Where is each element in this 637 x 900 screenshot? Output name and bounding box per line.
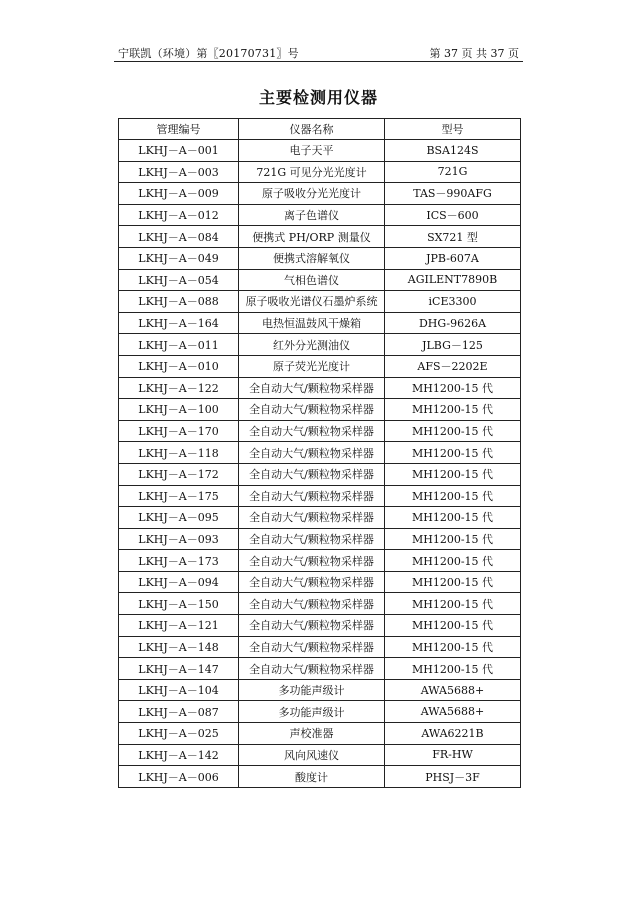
cell-management-id: LKHJ－A－087: [119, 701, 239, 723]
cell-model: PHSJ－3F: [385, 766, 521, 788]
cell-management-id: LKHJ－A－122: [119, 377, 239, 399]
cell-model: AWA5688+: [385, 679, 521, 701]
cell-instrument-name: 721G 可见分光光度计: [239, 161, 385, 183]
cell-model: MH1200-15 代: [385, 399, 521, 421]
table-row: [119, 399, 521, 421]
cell-management-id: LKHJ－A－170: [119, 420, 239, 442]
cell-instrument-name: 全自动大气/颗粒物采样器: [239, 442, 385, 464]
cell-instrument-name: 全自动大气/颗粒物采样器: [239, 507, 385, 529]
cell-instrument-name: 红外分光测油仪: [239, 334, 385, 356]
cell-model: ICS－600: [385, 204, 521, 226]
cell-instrument-name: 全自动大气/颗粒物采样器: [239, 615, 385, 637]
table-row: [119, 291, 521, 313]
cell-management-id: LKHJ－A－164: [119, 312, 239, 334]
cell-instrument-name: 全自动大气/颗粒物采样器: [239, 463, 385, 485]
cell-model: DHG-9626A: [385, 312, 521, 334]
cell-management-id: LKHJ－A－003: [119, 161, 239, 183]
table-row: [119, 161, 521, 183]
cell-management-id: LKHJ－A－173: [119, 550, 239, 572]
cell-model: MH1200-15 代: [385, 658, 521, 680]
table-row: [119, 247, 521, 269]
table-row: [119, 507, 521, 529]
cell-instrument-name: 离子色谱仪: [239, 204, 385, 226]
cell-instrument-name: 原子荧光光度计: [239, 355, 385, 377]
cell-model: MH1200-15 代: [385, 463, 521, 485]
cell-instrument-name: 全自动大气/颗粒物采样器: [239, 636, 385, 658]
table-row: [119, 377, 521, 399]
table-row: [119, 658, 521, 680]
cell-instrument-name: 全自动大气/颗粒物采样器: [239, 420, 385, 442]
cell-management-id: LKHJ－A－084: [119, 226, 239, 248]
document-reference: 宁联凯（环境）第〖20170731〗号: [118, 47, 299, 60]
cell-instrument-name: 声校准器: [239, 723, 385, 745]
column-header-model: 型号: [385, 119, 521, 140]
cell-model: MH1200-15 代: [385, 507, 521, 529]
table-header-row: [119, 119, 521, 140]
table-row: [119, 269, 521, 291]
cell-instrument-name: 全自动大气/颗粒物采样器: [239, 658, 385, 680]
cell-model: MH1200-15 代: [385, 571, 521, 593]
cell-model: MH1200-15 代: [385, 377, 521, 399]
table-row: [119, 636, 521, 658]
cell-instrument-name: 气相色谱仪: [239, 269, 385, 291]
cell-model: AGILENT7890B: [385, 269, 521, 291]
cell-instrument-name: 原子吸收光谱仪石墨炉系统: [239, 291, 385, 313]
cell-model: MH1200-15 代: [385, 636, 521, 658]
cell-model: MH1200-15 代: [385, 528, 521, 550]
table-row: [119, 204, 521, 226]
cell-management-id: LKHJ－A－147: [119, 658, 239, 680]
cell-instrument-name: 多功能声级计: [239, 679, 385, 701]
cell-management-id: LKHJ－A－012: [119, 204, 239, 226]
cell-management-id: LKHJ－A－172: [119, 463, 239, 485]
cell-model: iCE3300: [385, 291, 521, 313]
cell-model: MH1200-15 代: [385, 550, 521, 572]
cell-instrument-name: 便携式溶解氧仪: [239, 247, 385, 269]
cell-management-id: LKHJ－A－001: [119, 140, 239, 162]
cell-instrument-name: 全自动大气/颗粒物采样器: [239, 550, 385, 572]
cell-model: MH1200-15 代: [385, 485, 521, 507]
table-row: [119, 183, 521, 205]
cell-management-id: LKHJ－A－148: [119, 636, 239, 658]
table-row: [119, 442, 521, 464]
table-row: [119, 355, 521, 377]
table-body: [119, 140, 521, 788]
header-divider: [114, 61, 523, 62]
cell-management-id: LKHJ－A－100: [119, 399, 239, 421]
table-row: [119, 420, 521, 442]
page-number: 第 37 页 共 37 页: [429, 47, 519, 60]
cell-model: BSA124S: [385, 140, 521, 162]
cell-instrument-name: 多功能声级计: [239, 701, 385, 723]
cell-instrument-name: 原子吸收分光光度计: [239, 183, 385, 205]
cell-model: 721G: [385, 161, 521, 183]
cell-model: MH1200-15 代: [385, 593, 521, 615]
cell-management-id: LKHJ－A－025: [119, 723, 239, 745]
table-row: [119, 334, 521, 356]
table-row: [119, 615, 521, 637]
cell-instrument-name: 全自动大气/颗粒物采样器: [239, 399, 385, 421]
cell-management-id: LKHJ－A－006: [119, 766, 239, 788]
column-header-management-id: 管理编号: [119, 119, 239, 140]
cell-model: MH1200-15 代: [385, 420, 521, 442]
cell-model: MH1200-15 代: [385, 615, 521, 637]
cell-instrument-name: 电热恒温鼓风干燥箱: [239, 312, 385, 334]
page-title: 主要检测用仪器: [258, 88, 378, 107]
table-row: [119, 226, 521, 248]
cell-management-id: LKHJ－A－121: [119, 615, 239, 637]
cell-instrument-name: 酸度计: [239, 766, 385, 788]
instrument-table: [118, 118, 521, 788]
cell-management-id: LKHJ－A－011: [119, 334, 239, 356]
cell-management-id: LKHJ－A－104: [119, 679, 239, 701]
cell-instrument-name: 全自动大气/颗粒物采样器: [239, 377, 385, 399]
table-row: [119, 679, 521, 701]
table-row: [119, 766, 521, 788]
table-row: [119, 744, 521, 766]
cell-instrument-name: 全自动大气/颗粒物采样器: [239, 485, 385, 507]
cell-management-id: LKHJ－A－150: [119, 593, 239, 615]
cell-instrument-name: 风向风速仪: [239, 744, 385, 766]
table-row: [119, 463, 521, 485]
cell-management-id: LKHJ－A－094: [119, 571, 239, 593]
cell-management-id: LKHJ－A－010: [119, 355, 239, 377]
cell-management-id: LKHJ－A－175: [119, 485, 239, 507]
cell-instrument-name: 全自动大气/颗粒物采样器: [239, 593, 385, 615]
cell-management-id: LKHJ－A－054: [119, 269, 239, 291]
cell-instrument-name: 电子天平: [239, 140, 385, 162]
cell-model: AFS－2202E: [385, 355, 521, 377]
cell-management-id: LKHJ－A－049: [119, 247, 239, 269]
table-row: [119, 701, 521, 723]
table-row: [119, 528, 521, 550]
cell-instrument-name: 全自动大气/颗粒物采样器: [239, 571, 385, 593]
cell-model: MH1200-15 代: [385, 442, 521, 464]
cell-model: AWA5688+: [385, 701, 521, 723]
cell-instrument-name: 全自动大气/颗粒物采样器: [239, 528, 385, 550]
cell-instrument-name: 便携式 PH/ORP 测量仪: [239, 226, 385, 248]
column-header-instrument-name: 仪器名称: [239, 119, 385, 140]
table-row: [119, 593, 521, 615]
cell-management-id: LKHJ－A－009: [119, 183, 239, 205]
table-row: [119, 485, 521, 507]
cell-model: SX721 型: [385, 226, 521, 248]
cell-management-id: LKHJ－A－088: [119, 291, 239, 313]
cell-management-id: LKHJ－A－095: [119, 507, 239, 529]
cell-management-id: LKHJ－A－142: [119, 744, 239, 766]
cell-management-id: LKHJ－A－118: [119, 442, 239, 464]
cell-model: JLBG－125: [385, 334, 521, 356]
cell-model: AWA6221B: [385, 723, 521, 745]
cell-model: JPB-607A: [385, 247, 521, 269]
table-row: [119, 140, 521, 162]
table-row: [119, 571, 521, 593]
cell-model: TAS－990AFG: [385, 183, 521, 205]
table-row: [119, 550, 521, 572]
table-row: [119, 312, 521, 334]
cell-model: FR-HW: [385, 744, 521, 766]
cell-management-id: LKHJ－A－093: [119, 528, 239, 550]
table-row: [119, 723, 521, 745]
